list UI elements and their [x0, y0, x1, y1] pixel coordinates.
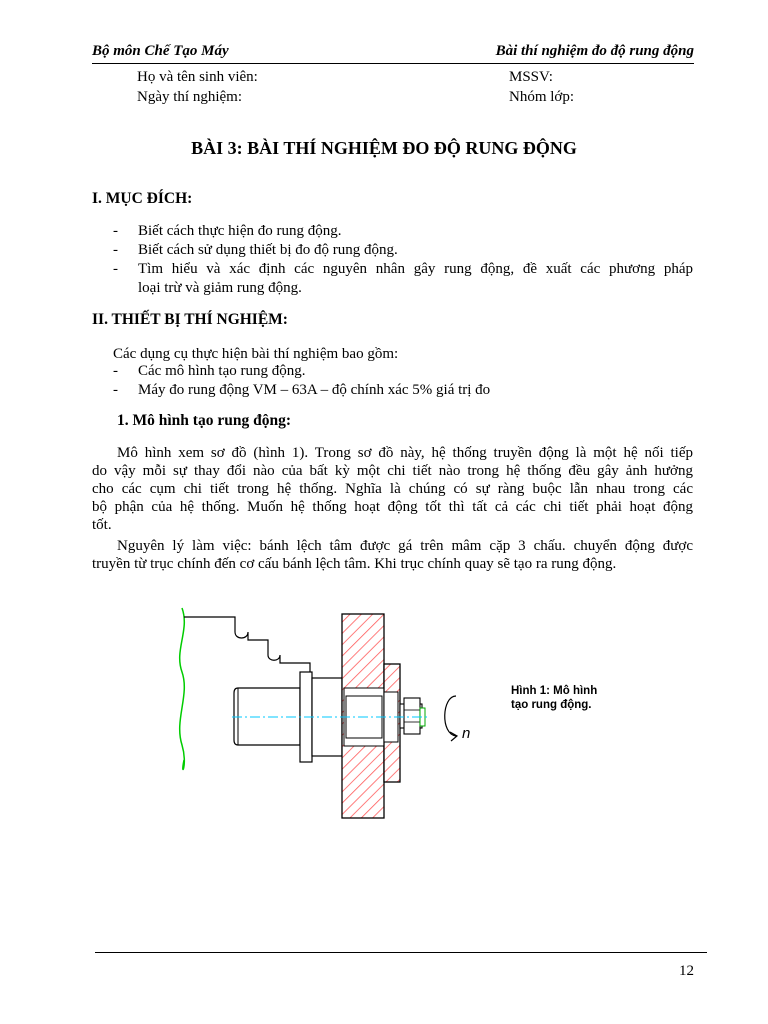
subsection-model-heading: 1. Mô hình tạo rung động: [117, 412, 291, 429]
experiment-date-label: Ngày thí nghiệm: [137, 89, 242, 105]
break-line [180, 608, 185, 769]
class-group-label: Nhóm lớp: [509, 89, 575, 105]
page-header [92, 43, 694, 64]
headstock-outline [182, 608, 310, 672]
figure-caption: Hình 1: Mô hình tạo rung động. [511, 685, 598, 711]
header-document-title: Bài thí nghiệm đo độ rung động [495, 43, 694, 59]
student-name-label: Họ và tên sinh viên: [137, 69, 258, 85]
lab-title: BÀI 3: BÀI THÍ NGHIỆM ĐO ĐỘ RUNG ĐỘNG [191, 138, 577, 158]
page-number: 12 [679, 963, 694, 979]
vibration-model-diagram [160, 600, 500, 820]
section-purpose-heading: I. MỤC ĐÍCH: [92, 190, 193, 207]
footer-divider [95, 952, 707, 953]
purpose-list: - Biết cách thực hiện đo rung động. - Biết cách sử dụng thiết bị đo độ rung động. - Tìm hiểu và xác định các nguyên nhân gây rung động, đề xuất các phương pháp loại trừ và giảm rung động. [113, 223, 693, 296]
paragraph-working-principle: Nguyên lý làm việc: bánh lệch tâm được gá trên mâm cặp 3 chấu. chuyển động được truyền từ trục chính đến cơ cấu bánh lệch tâm. Khi trục chính quay sẽ tạo ra rung động. [92, 538, 693, 572]
rotation-arrow [445, 696, 456, 736]
header-department: Bộ môn Chế Tạo Máy [92, 43, 229, 59]
paragraph-model-description: Mô hình xem sơ đồ (hình 1). Trong sơ đồ này, hệ thống truyền động là một hệ nối tiếp do vậy mỗi sự thay đổi nào của bất kỳ một chi tiết nào trong hệ thống đều gây ảnh hưởng cho các cụm chi tiết trong hệ thống. Nghĩa là chúng có sự ràng buộc lẫn nhau trong các bộ phận của hệ thống. Muốn hệ thống hoạt động tốt thì tất cả các chi tiết phải hoạt động tốt. [92, 445, 693, 533]
student-id-label: MSSV: [509, 69, 553, 85]
rotation-label: n [462, 725, 471, 742]
nut [404, 698, 420, 734]
section-equipment-heading: II. THIẾT BỊ THÍ NGHIỆM: [92, 311, 288, 328]
list-item-continuation: loại trừ và giảm rung động. [138, 280, 302, 296]
equipment-intro: Các dụng cụ thực hiện bài thí nghiệm bao gồm: [113, 346, 399, 362]
